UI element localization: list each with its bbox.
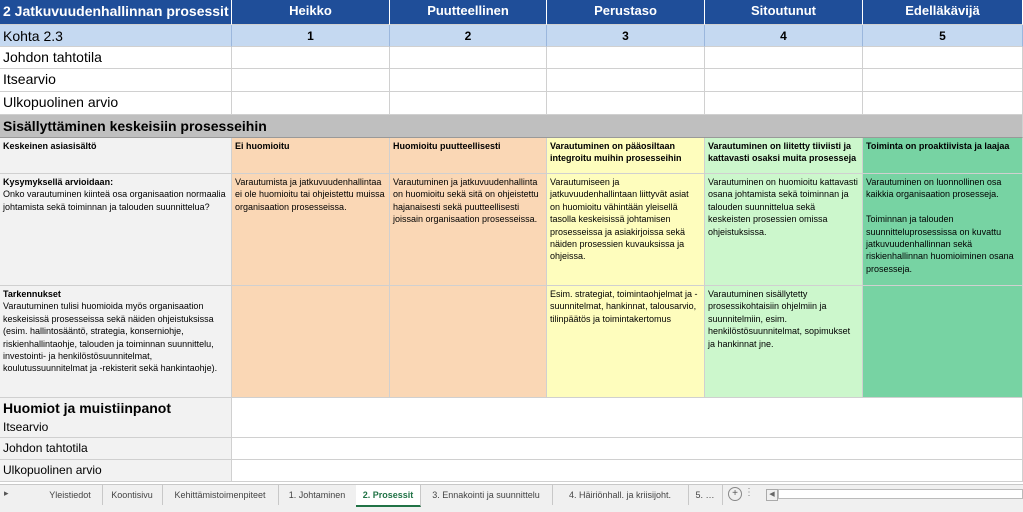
- tab-scroll-left-icon[interactable]: ▸: [4, 488, 9, 498]
- tab-2-prosessit[interactable]: 2. Prosessit: [356, 485, 421, 507]
- level-number-3[interactable]: 3: [547, 25, 705, 47]
- scroll-left-icon[interactable]: ◀: [766, 489, 778, 501]
- question-title: Kysymyksellä arvioidaan:: [3, 177, 114, 187]
- row-label-ulkopuolinen-arvio[interactable]: Ulkopuolinen arvio: [0, 92, 232, 115]
- question-cell-1[interactable]: Varautumista ja jatkuvuudenhallintaa ei ole huomioitu tai ohjeistettu muissa organisaation prosesseissa.: [232, 174, 390, 286]
- notes-input-johdon-tahtotila[interactable]: [232, 438, 1023, 460]
- notes-row-johdon-tahtotila[interactable]: Johdon tahtotila: [0, 438, 232, 460]
- sheet-title[interactable]: 2 Jatkuvuudenhallinnan prosessit: [0, 0, 232, 25]
- assessment-cell[interactable]: [863, 92, 1023, 115]
- notes-row-ulkopuolinen-arvio[interactable]: Ulkopuolinen arvio: [0, 460, 232, 482]
- content-cell-5[interactable]: Toiminta on proaktiivista ja laajaa: [863, 138, 1023, 174]
- horizontal-scrollbar[interactable]: [778, 489, 1023, 499]
- details-text: Varautuminen tulisi huomioida myös organisaation keskeisissä prosesseissa sekä näiden ohjeistuksissa (esim. hallintosääntö, strategia, konserniohje, riskienhallintaohje, talouden ja toiminnan suunnittelu, investointi- ja henkilöstösuunnitelmat, koulutussuunnitelmat ja -rekisterit sekä hankintaohje).: [3, 301, 218, 374]
- content-row-label[interactable]: Keskeinen asiasisältö: [0, 138, 232, 174]
- assessment-cell[interactable]: [705, 92, 863, 115]
- notes-row-itsearvio: Itsearvio: [3, 420, 49, 434]
- question-cell-3[interactable]: Varautumiseen ja jatkuvuudenhallintaan liittyvät asiat on huomioitu vähintään yleisellä tasolla keskeisissä johtamisen prosesseissa ja asiakirjoissa sekä näiden prosessien kuvauksissa ja ohjeissa.: [547, 174, 705, 286]
- assessment-cell[interactable]: [547, 69, 705, 92]
- notes-input-ulkopuolinen-arvio[interactable]: [232, 460, 1023, 482]
- section-title[interactable]: Sisällyttäminen keskeisiin prosesseihin: [0, 115, 1023, 138]
- tab-koontisivu[interactable]: Koontisivu: [102, 485, 163, 505]
- notes-input-itsearvio[interactable]: [232, 398, 1023, 438]
- add-sheet-icon[interactable]: +: [728, 487, 742, 501]
- level-header-3[interactable]: Perustaso: [547, 0, 705, 25]
- row-label-johdon-tahtotila[interactable]: Johdon tahtotila: [0, 47, 232, 69]
- level-number-1[interactable]: 1: [232, 25, 390, 47]
- assessment-cell[interactable]: [232, 69, 390, 92]
- content-cell-2[interactable]: Huomioitu puutteellisesti: [390, 138, 547, 174]
- question-row-label[interactable]: [0, 174, 232, 286]
- tab-options-icon[interactable]: ⋮: [744, 487, 754, 498]
- level-number-2[interactable]: 2: [390, 25, 547, 47]
- assessment-cell[interactable]: [390, 69, 547, 92]
- level-number-5[interactable]: 5: [863, 25, 1023, 47]
- question-cell-4[interactable]: Varautuminen on huomioitu kattavasti osana johtamista sekä toiminnan ja talouden suunnittelua sekä keskeisten prosessien omissa ohjeistuksissa.: [705, 174, 863, 286]
- assessment-cell[interactable]: [547, 92, 705, 115]
- details-cell-4[interactable]: Varautuminen sisällytetty prosessikohtaisiin ohjelmiin ja suunnitelmiin, esim. henkilöstösuunnitelmat, sopimukset ja hankinnat jne.: [705, 286, 863, 398]
- row-label-itsearvio[interactable]: Itsearvio: [0, 69, 232, 92]
- tab-1-johtaminen[interactable]: 1. Johtaminen: [278, 485, 357, 505]
- level-header-4[interactable]: Sitoutunut: [705, 0, 863, 25]
- notes-header[interactable]: [0, 398, 232, 438]
- tab-4-hairionhall[interactable]: 4. Häiriönhall. ja kriisijoht.: [552, 485, 689, 505]
- sheet-tab-bar: [0, 484, 1023, 512]
- assessment-cell[interactable]: [390, 47, 547, 69]
- tab-3-ennakointi[interactable]: 3. Ennakointi ja suunnittelu: [420, 485, 553, 505]
- assessment-cell[interactable]: [863, 47, 1023, 69]
- content-cell-1[interactable]: Ei huomioitu: [232, 138, 390, 174]
- notes-title: Huomiot ja muistiinpanot: [3, 400, 171, 416]
- details-cell-5[interactable]: [863, 286, 1023, 398]
- assessment-cell[interactable]: [232, 92, 390, 115]
- assessment-cell[interactable]: [547, 47, 705, 69]
- details-cell-2[interactable]: [390, 286, 547, 398]
- tab-kehittamistoimenpiteet[interactable]: Kehittämistoimenpiteet: [162, 485, 279, 505]
- assessment-cell[interactable]: [705, 69, 863, 92]
- question-cell-5[interactable]: Varautuminen on luonnollinen osa kaikkia organisaation prosesseja. Toiminnan ja talouden suunnitteluprosessissa on kuvattu jatkuvuudenhallinnan sekä riskienhallinnan huomioiminen osana prosesseja.: [863, 174, 1023, 286]
- details-row-label[interactable]: [0, 286, 232, 398]
- section-label[interactable]: Kohta 2.3: [0, 25, 232, 47]
- level-header-1[interactable]: Heikko: [232, 0, 390, 25]
- assessment-cell[interactable]: [705, 47, 863, 69]
- assessment-cell[interactable]: [863, 69, 1023, 92]
- assessment-cell[interactable]: [232, 47, 390, 69]
- details-cell-3[interactable]: Esim. strategiat, toimintaohjelmat ja -suunnitelmat, hankinnat, talousarvio, tilinpäätös ja toimintakertomus: [547, 286, 705, 398]
- tab-yleistiedot[interactable]: Yleistiedot: [38, 485, 103, 505]
- level-number-4[interactable]: 4: [705, 25, 863, 47]
- content-cell-4[interactable]: Varautuminen on liitetty tiiviisti ja kattavasti osaksi muita prosesseja: [705, 138, 863, 174]
- level-header-5[interactable]: Edelläkävijä: [863, 0, 1023, 25]
- tab-5[interactable]: 5. …: [688, 485, 723, 505]
- details-title: Tarkennukset: [3, 289, 61, 299]
- content-cell-3[interactable]: Varautuminen on pääosiltaan integroitu muihin prosesseihin: [547, 138, 705, 174]
- details-cell-1[interactable]: [232, 286, 390, 398]
- assessment-cell[interactable]: [390, 92, 547, 115]
- question-text: Onko varautuminen kiinteä osa organisaation normaalia johtamista sekä toiminnan ja talouden suunnittelua?: [3, 189, 226, 212]
- level-header-2[interactable]: Puutteellinen: [390, 0, 547, 25]
- question-cell-2[interactable]: Varautuminen ja jatkuvuudenhallinta on huomioitu sekä sitä on ohjeistettu hajanaisesti sekä puutteellisesti joissain organisaation prosesseissa.: [390, 174, 547, 286]
